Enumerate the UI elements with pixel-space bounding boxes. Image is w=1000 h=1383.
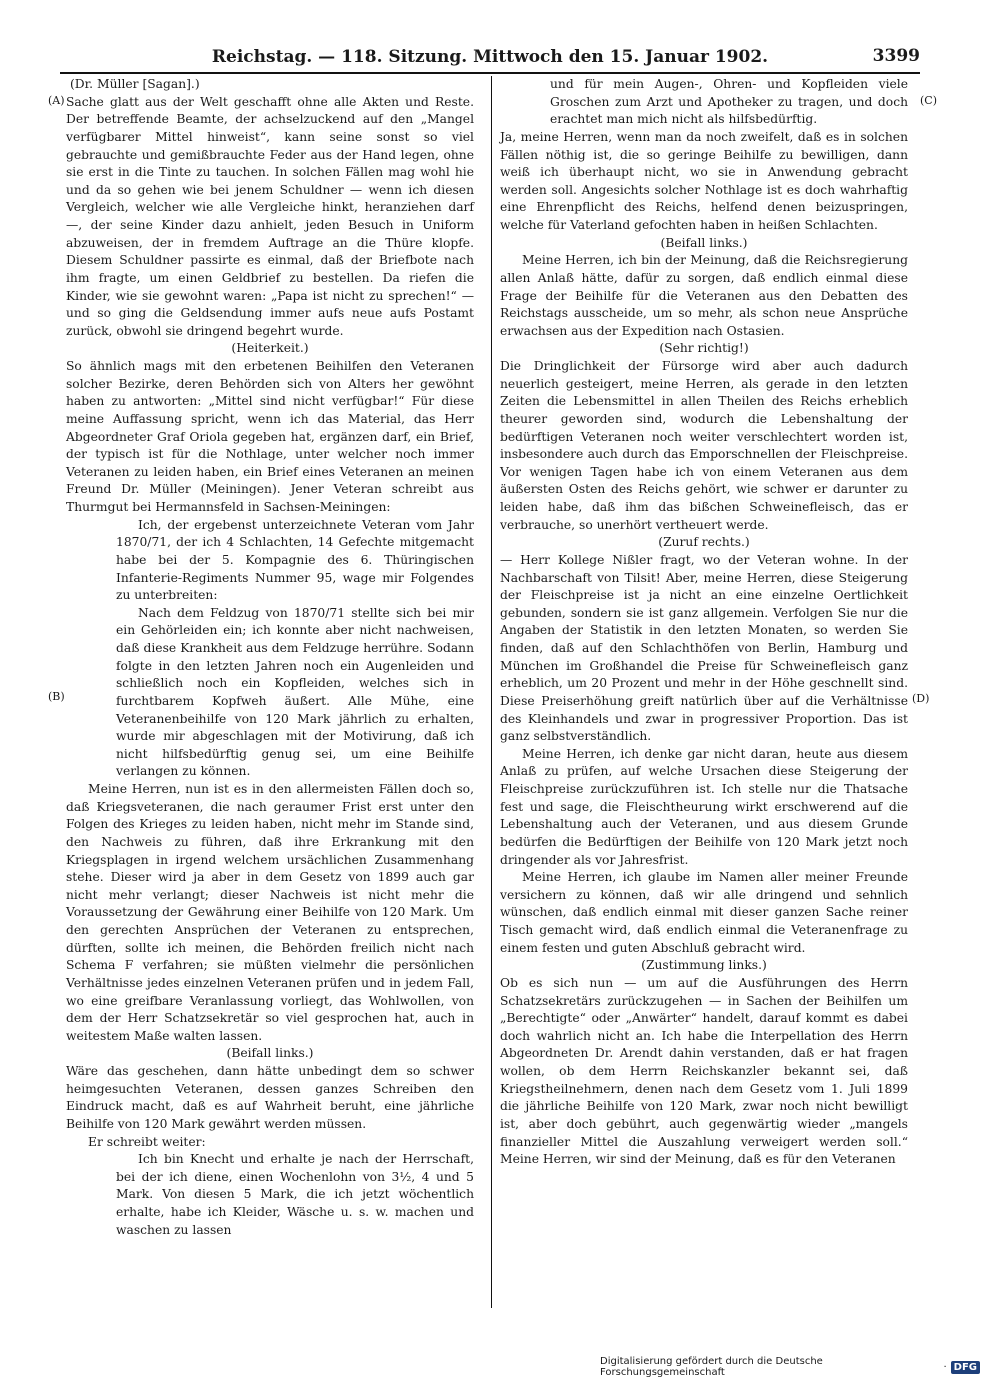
right-interjection: (Sehr richtig!) <box>659 341 749 356</box>
right-interjection: (Zustimmung links.) <box>641 958 767 973</box>
right-paragraph: — Herr Kollege Nißler fragt, wo der Veteran wohne. In der Nachbarschaft von Tilsit! Aber, meine Herren, diese Steigerung der Fleischpreise ist ja nicht an eine einzelne Oertlichkeit gebunden, sondern sie ist ganz allgemein. Verfolgen Sie nur die Angaben der Statistik in den letzten Monaten, so werden Sie finden, daß auf den Schlachthöfen von Berlin, Hamburg und München im Großhandel die Preise für Schweinefleisch ganz erheblich, um 20 Prozent und mehr in der Höhe geschnellt sind. Diese Preiserhöhung greift natürlich über auf die Verhältnisse des Kleinhandels und zwar in progressiver Proportion. Das ist ganz selbstverständlich. <box>500 552 908 744</box>
left-paragraph: Er schreibt weiter: <box>88 1134 206 1149</box>
right-paragraph: Meine Herren, ich glaube im Namen aller meiner Freunde versichern zu können, daß wir alle dringend und sehnlich wünschen, daß endlich einmal mit dieser ganzen Sache reiner Tisch gemacht wird, daß endlich einmal die Veteranenfrage zu einem festen und guten Abschluß gebracht wird. <box>500 870 908 955</box>
left-paragraph: Meine Herren, nun ist es in den allermeisten Fällen doch so, daß Kriegsveteranen, die nach geraumer Frist erst unter den Folgen des Krieges zu leiden haben, nicht mehr im Stande sind, den Nachweis zu führen, daß ihre Erkrankung mit den Kriegsplagen in irgend welchem ursächlichen Zusammenhang stehe. Dieser wird ja aber in dem Gesetz von 1899 auch gar nicht mehr verlangt; dieser Nachweis ist nicht mehr die Voraussetzung der Gewährung einer Beihilfe von 120 Mark. Um den gerechten Ansprüchen der Veteranen zu entsprechen, dürften, sollte ich meinen, die Behörden freilich nicht nach Schema F verfahren; sie müßten vielmehr die persönlichen Verhältnisse jedes einzelnen Veteranen prüfen und in jedem Fall, wo eine greifbare Veranlassung vorliegt, das Wohlwollen, von dem der Herr Schatzsekretär so viel gesprochen hat, auch in weitestem Maße walten lassen. <box>66 782 474 1043</box>
left-interjection: (Heiterkeit.) <box>231 341 309 356</box>
page-number: 3399 <box>872 46 920 66</box>
right-paragraph: Meine Herren, ich denke gar nicht daran, heute aus diesem Anlaß zu prüfen, auf welche Ursachen diese Steigerung der Fleischpreise zurückzuführen ist. Ich stelle nur die Thatsache fest und sage, die Fleischtheurung wirkt erschwerend auf die Lebenshaltung auch der Veteranen, und aus diesem Grunde bedürfen die Bedürftigen der Beihilfe von 120 Mark jetzt noch dringender als vor Jahresfrist. <box>500 746 908 867</box>
digitization-credit: Digitalisierung gefördert durch die Deutsche Forschungsgemeinschaft · DFG <box>600 1356 980 1378</box>
right-column <box>500 76 908 1169</box>
right-paragraph: und für mein Augen-, Ohren- und Kopfleiden viele Groschen zum Arzt und Apotheker zu tragen, und doch erachtet man mich nicht als hilfsbedürftig. <box>550 77 908 127</box>
margin-marker-a: (A) <box>48 94 65 107</box>
right-paragraph: Ob es sich nun — um auf die Ausführungen des Herrn Schatzsekretärs zurückzugehen — in Sachen der Beihilfen um „Berechtigte“ oder „Anwärter“ handelt, darauf kommt es dabei doch wahrlich nicht an. Ich habe die Interpellation des Herrn Abgeordneten Dr. Arendt dahin verstanden, daß er hat fragen wollen, ob dem Herrn Reichskanzler bekannt sei, daß Kriegstheilnehmern, denen nach dem Gesetz vom 1. Juli 1899 die jährliche Beihilfe von 120 Mark, zwar noch nicht bewilligt ist, aber doch gebührt, auch gegenwärtig wieder „mangels finanzieller Mittel die Auszahlung verweigert werden soll.“ Meine Herren, wir sind der Meinung, daß es für den Veteranen <box>500 975 908 1167</box>
left-paragraph: Wäre das geschehen, dann hätte unbedingt dem so schwer heimgesuchten Veteranen, dessen ganzes Schreiben den Eindruck macht, daß es auf Wahrheit beruht, eine jährliche Beihilfe von 120 Mark gewährt werden müssen. <box>66 1064 474 1131</box>
left-paragraph: (Dr. Müller [Sagan].) <box>70 77 200 91</box>
right-paragraph: Die Dringlichkeit der Fürsorge wird aber auch dadurch neuerlich gesteigert, meine Herren, als gerade in den letzten Zeiten die Lebensmittel in allen Theilen des Reichs erheblich theurer geworden sind, wodurch die Lebenshaltung der bedürftigen Veteranen noch weiter verschlechtert worden ist, insbesondere auch durch das Emporschnellen der Fleischpreise. Vor wenigen Tagen habe ich von einem Veteranen aus dem äußersten Osten des Reichs gehört, wie schwer er darunter zu leiden habe, daß ihm das bißchen Schweinefleisch, das er verbrauche, so unerhört vertheuert werde. <box>500 359 908 532</box>
left-column <box>66 76 474 1239</box>
left-paragraph: Sache glatt aus der Welt geschafft ohne alle Akten und Reste. Der betreffende Beamte, der achselzuckend auf den „Mangel verfügbarer Mittel hinweist“, kann seine sonst so viel gebrauchte und gemißbrauchte Feder aus der Hand legen, ohne sie erst in die Tinte zu tauchen. In solchen Fällen mag wohl hie und da so gehen wie bei jenem Schuldner — wenn ich diesen Vergleich, welcher wie alle Vergleiche hinkt, heranziehen darf —, der seine Kinder dazu anhielt, jeden Besuch in Uniform abzuweisen, der in fremdem Auftrage an die Thüre klopfe. Diesem Schuldner passirte es einmal, daß der Briefbote nach ihm fragte, um einen Geldbrief zu bestellen. Da riefen die Kinder, wie sie gewohnt waren: „Papa ist nicht zu sprechen!“ — und so ging die Geldsendung immer aufs neue aufs Postamt zurück, obwohl sie dringend begehrt wurde. <box>66 94 474 338</box>
margin-marker-b: (B) <box>48 690 65 703</box>
left-paragraph: Nach dem Feldzug von 1870/71 stellte sich bei mir ein Gehörleiden ein; ich konnte aber nicht nachweisen, daß diese Krankheit aus dem Feldzuge herrühre. Sodann folgte in den letzten Jahren noch ein Augenleiden und schließlich noch ein Kopfleiden, welches sich in furchtbarem Kopfweh äußert. Alle Mühe, eine Veteranenbeihilfe von 120 Mark jährlich zu erhalten, wurde mir abgeschlagen mit der Motivirung, daß ich nicht hilfsbedürftig genug sei, um eine Beihilfe verlangen zu können. <box>116 605 474 779</box>
right-interjection: (Beifall links.) <box>660 235 748 250</box>
left-paragraph: Ich bin Knecht und erhalte je nach der Herrschaft, bei der ich diene, einen Wochenlohn von 3½, 4 und 5 Mark. Von diesen 5 Mark, die ich jetzt wöchentlich erhalte, habe ich Kleider, Wäsche u. s. w. machen und waschen zu lassen <box>116 1152 474 1237</box>
right-paragraph: Meine Herren, ich bin der Meinung, daß die Reichsregierung allen Anlaß hätte, dafür zu sorgen, daß endlich einmal diese Frage der Beihilfe für die Veteranen aus den Debatten des Reichstags ausscheide, um so mehr, als schon neue Ansprüche erwachsen aus der Expedition nach Ostasien. <box>500 253 908 338</box>
header-rule <box>60 72 920 74</box>
column-divider <box>491 76 492 1308</box>
running-title: Reichstag. — 118. Sitzung. Mittwoch den 15. Januar 1902. <box>211 47 769 67</box>
right-interjection: (Zuruf rechts.) <box>658 535 750 550</box>
credit-text: Digitalisierung gefördert durch die Deutsche Forschungsgemeinschaft <box>600 1356 823 1378</box>
dfg-logo: DFG <box>951 1361 980 1374</box>
running-header <box>60 44 920 70</box>
right-paragraph: Ja, meine Herren, wenn man da noch zweifelt, daß es in solchen Fällen nöthig ist, die so geringe Beihilfe zu bewilligen, dann weiß ich überhaupt nicht, wo sie in Anwendung gebracht werden soll. Angesichts solcher Nothlage ist es doch wahrhaftig eine Ehrenpflicht des Reichs, helfend denen beizuspringen, welche für Vaterland gefochten haben in heißen Schlachten. <box>500 129 908 232</box>
left-paragraph: So ähnlich mags mit den erbetenen Beihilfen den Veteranen solcher Bezirke, deren Behörden sich von Alters her gewöhnt haben zu antworten: „Mittel sind nicht verfügbar!“ Für diese meine Auffassung spricht, wenn ich das Material, das Herr Abgeordneter Graf Oriola gegeben hat, ergänzen darf, ein Brief, der typisch ist für die Nothlage, unter welcher noch immer Veteranen zu leiden haben, ein Brief eines Veteranen an meinen Freund Dr. Müller (Meiningen). Jener Veteran schreibt aus Thurmgut bei Hermannsfeld in Sachsen-Meiningen: <box>66 359 474 514</box>
left-interjection: (Beifall links.) <box>226 1046 314 1061</box>
left-paragraph: Ich, der ergebenst unterzeichnete Veteran vom Jahr 1870/71, der ich 4 Schlachten, 14 Gefechte mitgemacht habe bei der 5. Kompagnie des 6. Thüringischen Infanterie-Regiments Nummer 95, wage mir Folgendes zu unterbreiten: <box>116 517 474 603</box>
margin-marker-d: (D) <box>912 692 930 705</box>
margin-marker-c: (C) <box>920 94 937 107</box>
